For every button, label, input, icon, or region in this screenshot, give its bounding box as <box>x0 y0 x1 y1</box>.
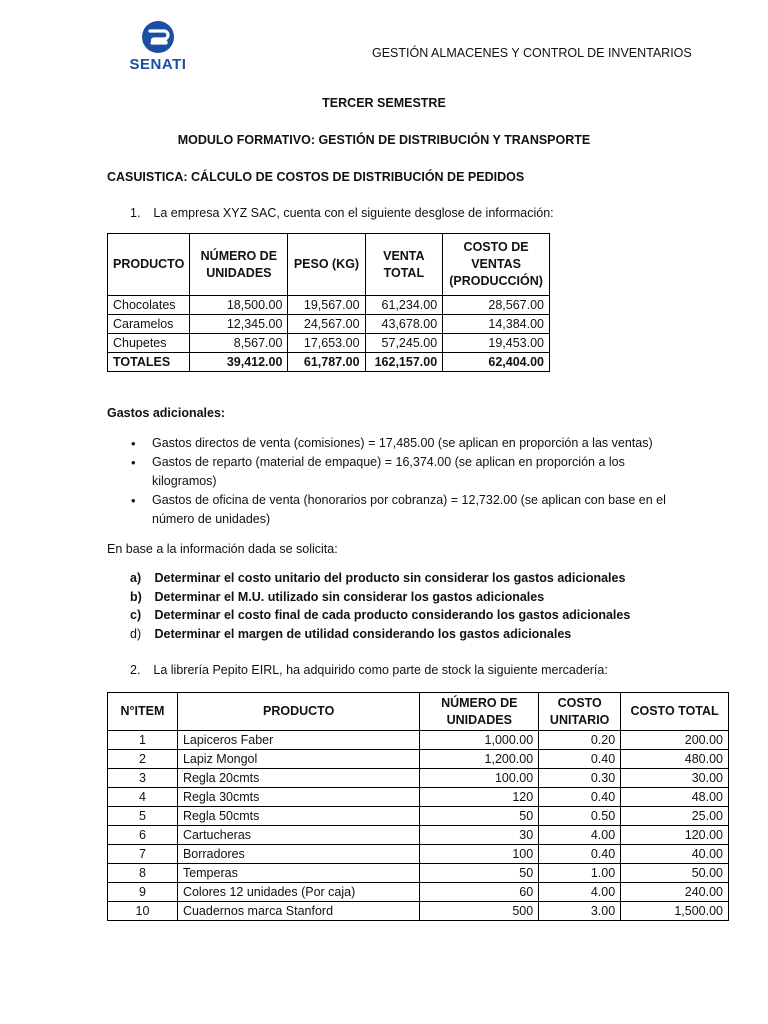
table-cell: Temperas <box>177 864 419 883</box>
table-row <box>108 769 729 788</box>
semester-heading: TERCER SEMESTRE <box>322 96 446 110</box>
table-cell: 3.00 <box>539 902 621 921</box>
table-cell: 0.20 <box>539 731 621 750</box>
table-cell: 30.00 <box>621 769 729 788</box>
totals-cell: 62,404.00 <box>443 353 550 372</box>
question-2-number: 2. <box>130 663 141 677</box>
table-row <box>108 731 729 750</box>
item-text: Determinar el M.U. utilizado sin considerar los gastos adicionales <box>154 589 545 604</box>
table-cell: 480.00 <box>621 750 729 769</box>
table-cell: Chocolates <box>108 296 190 315</box>
table-cell: 17,653.00 <box>288 334 365 353</box>
table-cell: 120.00 <box>621 826 729 845</box>
table-cell: 61,234.00 <box>365 296 443 315</box>
list-item <box>130 606 690 625</box>
table-cell: 40.00 <box>621 845 729 864</box>
table-cell: 50.00 <box>621 864 729 883</box>
table-cell: 200.00 <box>621 731 729 750</box>
question-1-text: La empresa XYZ SAC, cuenta con el siguiente desglose de información: <box>153 206 554 220</box>
question-2-text: La librería Pepito EIRL, ha adquirido como parte de stock la siguiente mercadería: <box>153 663 608 677</box>
table-cell: 3 <box>108 769 178 788</box>
table-cell: Borradores <box>177 845 419 864</box>
item-label: a) <box>130 571 142 585</box>
table-cell: Colores 12 unidades (Por caja) <box>177 883 419 902</box>
table-cell: 0.40 <box>539 845 621 864</box>
table-row <box>108 902 729 921</box>
header-cell: COSTO UNITARIO <box>539 693 621 731</box>
table-cell: Lapiceros Faber <box>177 731 419 750</box>
table-row <box>108 788 729 807</box>
table-cell: 9 <box>108 883 178 902</box>
table-cell: 43,678.00 <box>365 315 443 334</box>
table-cell: 30 <box>420 826 539 845</box>
table-cell: 1,000.00 <box>420 731 539 750</box>
table-cell: 48.00 <box>621 788 729 807</box>
table-cell: 25.00 <box>621 807 729 826</box>
question-2 <box>130 663 608 677</box>
module-heading: MODULO FORMATIVO: GESTIÓN DE DISTRIBUCIÓN Y TRANSPORTE <box>177 133 591 147</box>
table-cell: 18,500.00 <box>190 296 288 315</box>
table-row <box>108 826 729 845</box>
header-cell: COSTO TOTAL <box>621 693 729 731</box>
senati-logo-icon <box>141 20 175 54</box>
question-1 <box>130 206 554 220</box>
table-cell: 50 <box>420 807 539 826</box>
table-cell: 6 <box>108 826 178 845</box>
table-row <box>108 864 729 883</box>
table-cell: 4 <box>108 788 178 807</box>
item-text: Determinar el margen de utilidad considerando los gastos adicionales <box>154 626 572 641</box>
header-cell: N°ITEM <box>108 693 178 731</box>
table-cell: Cartucheras <box>177 826 419 845</box>
case-title: CASUISTICA: CÁLCULO DE COSTOS DE DISTRIBUCIÓN DE PEDIDOS <box>107 170 525 184</box>
table-cell: Chupetes <box>108 334 190 353</box>
item-label: c) <box>130 608 142 622</box>
header-cell: NÚMERO DE UNIDADES <box>420 693 539 731</box>
list-item <box>130 588 690 607</box>
header-cell: NÚMERO DE UNIDADES <box>190 234 288 296</box>
table-cell: 2 <box>108 750 178 769</box>
request-list <box>130 569 690 643</box>
table-cell: 100 <box>420 845 539 864</box>
table-cell: 240.00 <box>621 883 729 902</box>
item-label: d) <box>130 626 142 641</box>
header-cell: PRODUCTO <box>177 693 419 731</box>
table-cell: 50 <box>420 864 539 883</box>
table-cell: 8,567.00 <box>190 334 288 353</box>
table-cell: 1 <box>108 731 178 750</box>
table-cell: 10 <box>108 902 178 921</box>
table-cell: Caramelos <box>108 315 190 334</box>
table-cell: 8 <box>108 864 178 883</box>
table-cell: 4.00 <box>539 883 621 902</box>
request-intro: En base a la información dada se solicita: <box>107 542 338 556</box>
header-cell: VENTA TOTAL <box>365 234 443 296</box>
table-cell: 0.50 <box>539 807 621 826</box>
table-cell: 1,200.00 <box>420 750 539 769</box>
list-item: • Gastos de reparto (material de empaque) = 16,374.00 (se aplican en proporción a los kilogramos) <box>107 453 667 491</box>
table-row <box>108 296 550 315</box>
inventory-table <box>107 692 729 921</box>
table-cell: Regla 30cmts <box>177 788 419 807</box>
table-cell: 7 <box>108 845 178 864</box>
totals-row <box>108 353 550 372</box>
table-cell: 1.00 <box>539 864 621 883</box>
header-cell: COSTO DE VENTAS (PRODUCCIÓN) <box>443 234 550 296</box>
table-cell: 0.40 <box>539 788 621 807</box>
table-cell: Regla 20cmts <box>177 769 419 788</box>
table-row <box>108 883 729 902</box>
table-cell: 19,567.00 <box>288 296 365 315</box>
table-cell: 5 <box>108 807 178 826</box>
senati-logo <box>128 20 188 80</box>
table-row <box>108 750 729 769</box>
header-cell: PRODUCTO <box>108 234 190 296</box>
gastos-title: Gastos adicionales: <box>107 406 226 420</box>
table-cell: 1,500.00 <box>621 902 729 921</box>
item-label: b) <box>130 589 142 604</box>
table-cell: Regla 50cmts <box>177 807 419 826</box>
list-item: • Gastos de oficina de venta (honorarios por cobranza) = 12,732.00 (se aplican con base en el número de unidades) <box>107 491 667 529</box>
totals-cell: 39,412.00 <box>190 353 288 372</box>
table-row <box>108 845 729 864</box>
table-cell: 19,453.00 <box>443 334 550 353</box>
totals-cell: 61,787.00 <box>288 353 365 372</box>
table-cell: 14,384.00 <box>443 315 550 334</box>
inventory-table-header <box>108 693 729 731</box>
table-cell: 100.00 <box>420 769 539 788</box>
table-cell: 500 <box>420 902 539 921</box>
totals-cell: TOTALES <box>108 353 190 372</box>
table-row <box>108 334 550 353</box>
table-cell: 12,345.00 <box>190 315 288 334</box>
table-cell: 120 <box>420 788 539 807</box>
table-row <box>108 315 550 334</box>
table-cell: 60 <box>420 883 539 902</box>
gastos-list <box>107 434 667 529</box>
table-row <box>108 807 729 826</box>
header-cell: PESO (KG) <box>288 234 365 296</box>
table-cell: 24,567.00 <box>288 315 365 334</box>
table-cell: Cuadernos marca Stanford <box>177 902 419 921</box>
list-item: • Gastos directos de venta (comisiones) = 17,485.00 (se aplican en proporción a las ventas) <box>107 434 667 453</box>
question-1-number: 1. <box>130 206 141 220</box>
item-text: Determinar el costo final de cada producto considerando los gastos adicionales <box>154 608 631 622</box>
table-cell: 0.30 <box>539 769 621 788</box>
item-text: Determinar el costo unitario del producto sin considerar los gastos adicionales <box>154 571 626 585</box>
table-cell: 4.00 <box>539 826 621 845</box>
table-cell: Lapiz Mongol <box>177 750 419 769</box>
table-cell: 57,245.00 <box>365 334 443 353</box>
list-item <box>130 625 690 644</box>
table-cell: 0.40 <box>539 750 621 769</box>
logo-text: SENATI <box>129 56 187 73</box>
header-title: GESTIÓN ALMACENES Y CONTROL DE INVENTARIOS <box>372 46 692 60</box>
list-item <box>130 569 690 588</box>
costs-table-header <box>108 234 550 296</box>
table-cell: 28,567.00 <box>443 296 550 315</box>
costs-table <box>107 233 550 372</box>
totals-cell: 162,157.00 <box>365 353 443 372</box>
